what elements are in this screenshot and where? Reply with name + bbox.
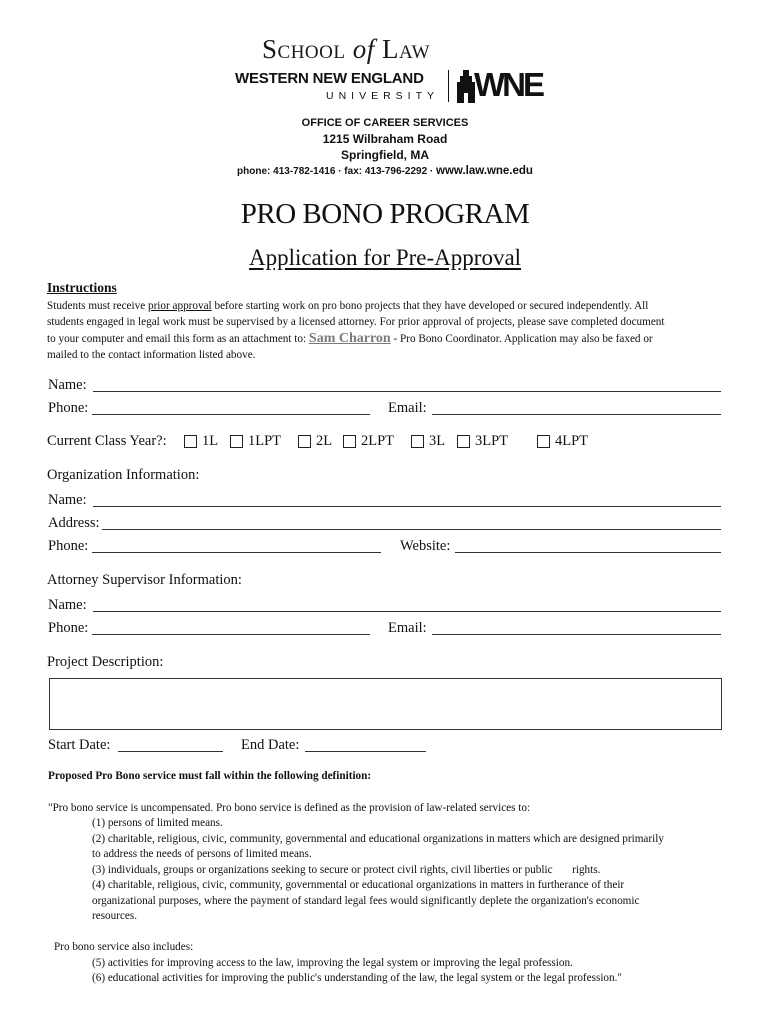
- city-state: Springfield, MA: [341, 148, 429, 162]
- student-email-label: Email:: [388, 400, 427, 416]
- org-name-field[interactable]: [93, 506, 721, 507]
- student-phone-label: Phone:: [48, 400, 89, 416]
- contact-line: [0, 165, 770, 178]
- checkbox-label-3lpt: 3LPT: [475, 433, 509, 449]
- org-address-label: Address:: [48, 515, 100, 531]
- definition-item: (5) activities for improving access to the law, improving the legal system or improving the legal profession.: [92, 957, 573, 969]
- supervisor-heading: Attorney Supervisor Information:: [47, 572, 242, 588]
- supervisor-name-field[interactable]: [93, 611, 721, 612]
- supervisor-email-label: Email:: [388, 620, 427, 636]
- definition-item: (4) charitable, religious, civic, community, governmental or educational organizations in matters in furtherance of their: [92, 879, 625, 891]
- org-name-label: Name:: [48, 492, 87, 508]
- project-description-heading: Project Description:: [47, 654, 164, 670]
- definition-item: (2) charitable, religious, civic, community, governmental and educational organizations in matters which are designed primarily: [92, 833, 664, 845]
- page-title: PRO BONO PROGRAM: [240, 198, 530, 230]
- definition-item: (1) persons of limited means.: [92, 817, 223, 829]
- definition-item: to address the needs of persons of limited means.: [92, 848, 312, 860]
- phone-fax: phone: 413-782-1416 · fax: 413-796-2292 ·: [237, 166, 437, 177]
- checkbox-label-3l: 3L: [429, 433, 446, 449]
- student-email-field[interactable]: [432, 414, 721, 415]
- org-address-field[interactable]: [102, 529, 721, 530]
- end-date-field[interactable]: [305, 751, 426, 752]
- page-subtitle: Application for Pre-Approval: [248, 245, 522, 270]
- wne-logo-text: WNE: [474, 66, 542, 103]
- instructions-line-2: students engaged in legal work must be supervised by a licensed attorney. For prior approval of projects, please save completed document: [47, 316, 665, 328]
- organization-heading: Organization Information:: [47, 467, 200, 483]
- org-website-field[interactable]: [455, 552, 721, 553]
- coordinator-email-link[interactable]: Sam Charron: [308, 331, 391, 346]
- definition-heading: Proposed Pro Bono service must fall within the following definition:: [48, 770, 372, 782]
- university-word: UNIVERSITY: [326, 90, 440, 102]
- law-word: Law: [381, 34, 431, 64]
- checkbox-label-4lpt: 4LPT: [555, 433, 589, 449]
- student-phone-field[interactable]: [92, 414, 370, 415]
- checkbox-4lpt[interactable]: [537, 435, 550, 448]
- start-date-label: Start Date:: [48, 737, 111, 753]
- instructions-text: to your computer and email this form as an attachment to:: [47, 333, 309, 345]
- class-year-label: Current Class Year?:: [47, 433, 167, 449]
- supervisor-phone-field[interactable]: [92, 634, 370, 635]
- definition-intro: "Pro bono service is uncompensated. Pro bono service is defined as the provision of law-related services to:: [48, 802, 531, 814]
- school-word: School: [262, 34, 346, 64]
- school-of-law-wordmark: [262, 34, 430, 64]
- supervisor-phone-label: Phone:: [48, 620, 89, 636]
- checkbox-label-2lpt: 2LPT: [361, 433, 395, 449]
- checkbox-3l[interactable]: [411, 435, 424, 448]
- definition-item: (6) educational activities for improving the public's understanding of the law, the legal system or the legal profession.": [92, 972, 622, 984]
- instructions-text: Students must receive: [47, 300, 148, 312]
- prior-approval-text: prior approval: [147, 300, 212, 312]
- checkbox-1lpt[interactable]: [230, 435, 243, 448]
- student-name-label: Name:: [48, 377, 87, 393]
- logo-divider: [448, 70, 449, 102]
- org-phone-field[interactable]: [92, 552, 381, 553]
- end-date-label: End Date:: [241, 737, 300, 753]
- wne-logo: [455, 66, 547, 103]
- org-website-label: Website:: [400, 538, 451, 554]
- office-name: OFFICE OF CAREER SERVICES: [301, 117, 469, 129]
- instructions-text: before starting work on pro bono projects that they have developed or secured independently. All: [211, 300, 649, 312]
- street-address: 1215 Wilbraham Road: [322, 132, 448, 146]
- of-word: of: [352, 34, 375, 64]
- supervisor-email-field[interactable]: [432, 634, 721, 635]
- checkbox-label-1l: 1L: [202, 433, 219, 449]
- definition-also: Pro bono service also includes:: [54, 941, 194, 953]
- start-date-field[interactable]: [118, 751, 223, 752]
- project-description-box[interactable]: [49, 678, 722, 730]
- checkbox-2lpt[interactable]: [343, 435, 356, 448]
- checkbox-3lpt[interactable]: [457, 435, 470, 448]
- instructions-heading: Instructions: [47, 280, 117, 295]
- website-link[interactable]: www.law.wne.edu: [436, 165, 533, 177]
- definition-item: organizational purposes, where the payment of standard legal fees would significantly deplete the organization's economic: [92, 895, 640, 907]
- supervisor-name-label: Name:: [48, 597, 87, 613]
- checkbox-2l[interactable]: [298, 435, 311, 448]
- checkbox-label-1lpt: 1LPT: [248, 433, 282, 449]
- instructions-line-4: mailed to the contact information listed above.: [47, 349, 256, 361]
- university-name: WESTERN NEW ENGLAND: [235, 70, 424, 87]
- definition-item: (3) individuals, groups or organizations seeking to secure or protect civil rights, civil liberties or public rights.: [92, 864, 601, 876]
- definition-item: resources.: [92, 910, 138, 922]
- checkbox-1l[interactable]: [184, 435, 197, 448]
- student-name-field[interactable]: [93, 391, 721, 392]
- org-phone-label: Phone:: [48, 538, 89, 554]
- checkbox-label-2l: 2L: [316, 433, 333, 449]
- instructions-text: - Pro Bono Coordinator. Application may also be faxed or: [390, 333, 653, 345]
- instructions-line-1: [47, 298, 648, 314]
- instructions-line-3: [47, 331, 653, 347]
